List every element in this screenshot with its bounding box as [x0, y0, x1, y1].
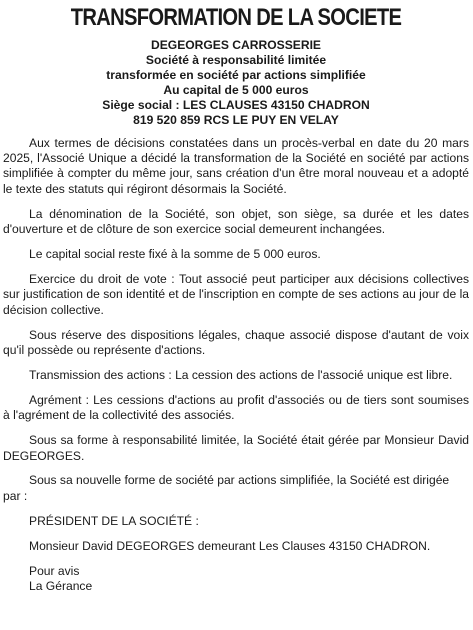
rcs-number: 819 520 859 RCS LE PUY EN VELAY — [133, 113, 339, 128]
paragraph-voting-rights: Exercice du droit de vote : Tout associé peut participer aux décisions collectives sur justification de son identité et de l'inscription en compte de ses actions au jour de la décision collective. — [3, 271, 469, 317]
paragraph-share-transfer: Transmission des actions : La cession des actions de l'associé unique est libre. — [29, 367, 453, 382]
company-header — [3, 38, 469, 129]
paragraph-approval: Agrément : Les cessions d'actions au profit d'associés ou de tiers sont soumises à l'agrément de la collectivité des associés. — [3, 392, 469, 423]
closing-signatory: La Gérance — [29, 579, 93, 593]
registered-office: Siège social : LES CLAUSES 43150 CHADRON — [102, 98, 370, 113]
president-heading: PRÉSIDENT DE LA SOCIÉTÉ : — [29, 513, 199, 528]
closing-pour-avis: Pour avis — [29, 563, 80, 578]
paragraph-votes-per-share: Sous réserve des dispositions légales, chaque associé dispose d'autant de voix qu'il possède ou représente d'actions. — [3, 327, 469, 358]
share-capital: Au capital de 5 000 euros — [163, 83, 309, 98]
company-name: DEGEORGES CARROSSERIE — [150, 38, 321, 52]
legal-form-old: Société à responsabilité limitée — [145, 53, 327, 68]
paragraph-unchanged-items: La dénomination de la Société, son objet, son siège, sa durée et les dates d'ouverture et de clôture de son exercice social demeurent inchangées. — [3, 206, 469, 237]
paragraph-former-management: Sous sa forme à responsabilité limitée, la Société était gérée par Monsieur David DEGEORGES. — [3, 433, 469, 463]
notice-title: TRANSFORMATION DE LA SOCIETE — [70, 4, 402, 31]
paragraph-transformation: Aux termes de décisions constatées dans un procès-verbal en date du 20 mars 2025, l'Associé Unique a décidé la transformation de la Société en société par actions simplifiée à compter du même jour, sans création d'un être moral nouveau et a adopté le texte des statuts qui régiront désormais la Société. — [3, 135, 469, 196]
paragraph-new-management: Sous sa nouvelle forme de société par actions simplifiée, la Société est dirigée par : — [3, 473, 450, 503]
paragraph-capital: Le capital social reste fixé à la somme de 5 000 euros. — [29, 247, 321, 261]
president-name: Monsieur David DEGEORGES demeurant Les Clauses 43150 CHADRON. — [29, 538, 431, 553]
legal-form-new: transformée en société par actions simplifiée — [106, 68, 366, 83]
